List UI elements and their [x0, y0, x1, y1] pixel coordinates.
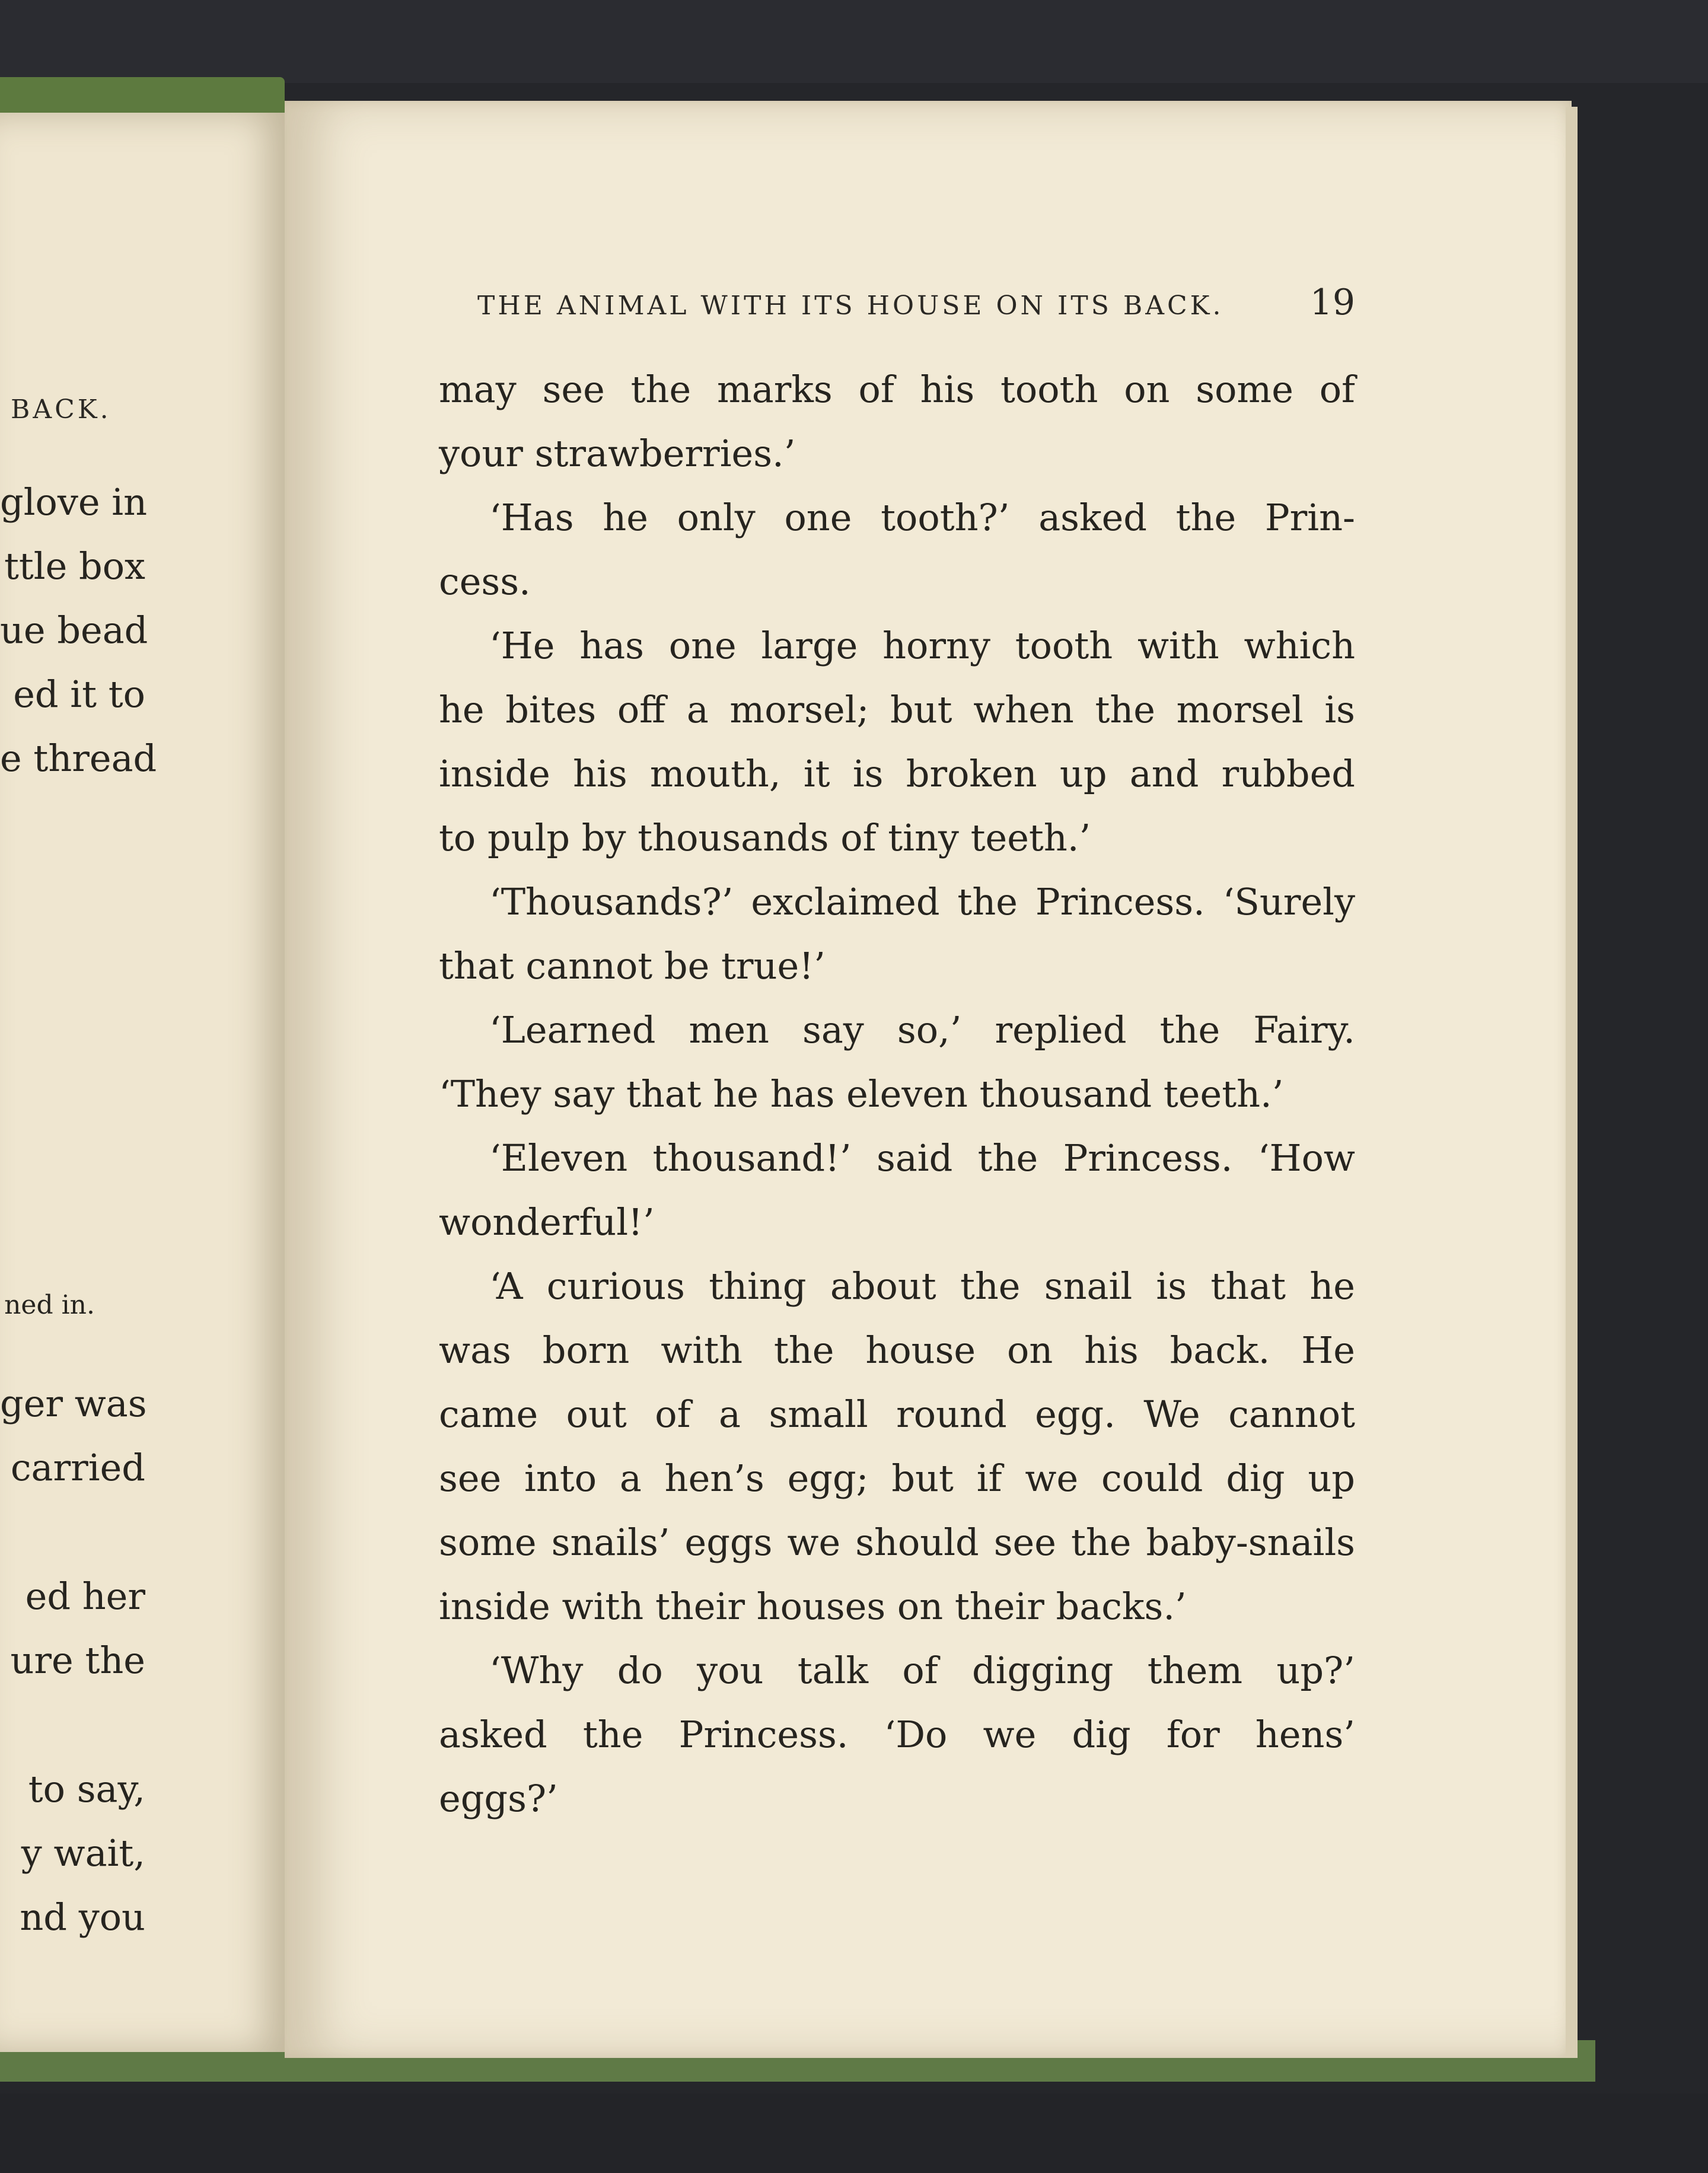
left-line: ned in.	[4, 1290, 95, 1320]
left-line: ue bead	[0, 608, 148, 652]
text-line: your strawberries.’	[439, 432, 796, 475]
left-line: nd you	[20, 1895, 145, 1939]
left-line: glove in	[0, 480, 148, 524]
text-line: was born with the house on his back. He	[439, 1328, 1355, 1372]
book-cloth-bottom	[0, 2094, 1708, 2173]
text-line: some snails’ eggs we should see the baby-snails	[439, 1521, 1355, 1564]
running-head-title: THE ANIMAL WITH ITS HOUSE ON ITS BACK.	[477, 291, 1224, 321]
text-line: he bites off a morsel; but when the morsel is	[439, 688, 1355, 731]
text-line: see into a hen’s egg; but if we could dig up	[439, 1457, 1355, 1500]
left-line: to say,	[28, 1767, 145, 1811]
text-line: ‘Eleven thousand!’ said the Princess. ‘How	[489, 1136, 1355, 1180]
left-line: carried	[10, 1446, 145, 1489]
left-line: ure the	[10, 1639, 145, 1682]
left-line: e thread	[0, 737, 157, 780]
text-line: cess.	[439, 560, 531, 603]
text-line: ‘Thousands?’ exclaimed the Princess. ‘Surely	[489, 880, 1355, 923]
text-line: ‘Has he only one tooth?’ asked the Prin-	[489, 496, 1355, 539]
page-number: 19	[1309, 282, 1355, 323]
text-line: to pulp by thousands of tiny teeth.’	[439, 816, 1091, 859]
text-line: came out of a small round egg. We cannot	[439, 1393, 1355, 1436]
text-line: inside his mouth, it is broken up and rubbed	[439, 752, 1355, 795]
left-line: ttle box	[4, 544, 145, 588]
left-line: ed it to	[13, 673, 145, 716]
left-page	[0, 113, 291, 2052]
left-line: ed her	[25, 1575, 145, 1618]
text-line: asked the Princess. ‘Do we dig for hens’	[439, 1713, 1355, 1756]
text-line: may see the marks of his tooth on some of	[439, 368, 1355, 411]
text-line: that cannot be true!’	[439, 944, 826, 987]
page-edge	[1566, 107, 1578, 2058]
left-line: ger was	[0, 1382, 147, 1425]
text-line: wonderful!’	[439, 1200, 655, 1244]
text-line: ‘They say that he has eleven thousand teeth.’	[439, 1072, 1284, 1116]
running-head	[477, 282, 1355, 323]
text-line: eggs?’	[439, 1777, 558, 1820]
text-line: ‘A curious thing about the snail is that he	[489, 1264, 1355, 1308]
text-line: ‘He has one large horny tooth with which	[489, 624, 1355, 667]
text-line: inside with their houses on their backs.’	[439, 1585, 1187, 1628]
left-line: y wait,	[21, 1831, 145, 1875]
left-running-head: BACK.	[11, 394, 111, 425]
text-line: ‘Learned men say so,’ replied the Fairy.	[489, 1008, 1355, 1052]
text-line: ‘Why do you talk of digging them up?’	[489, 1649, 1355, 1692]
book-cloth-top	[0, 0, 1708, 83]
